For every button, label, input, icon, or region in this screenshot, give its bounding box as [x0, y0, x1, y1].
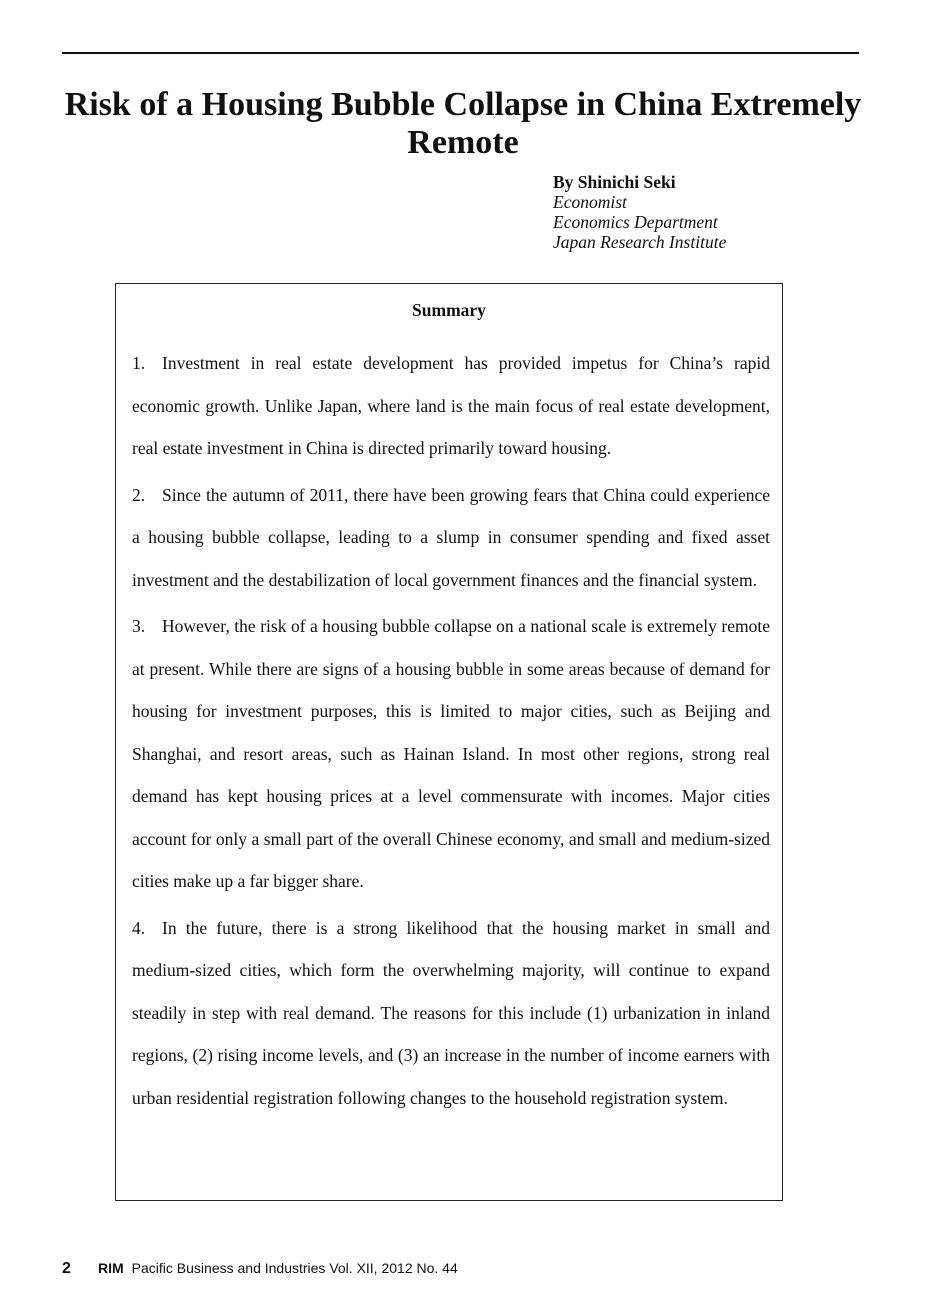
author-position: Economist: [553, 192, 627, 212]
paragraph-text: In the future, there is a strong likelihood that the housing market in small and medium-sized cities, which form the overwhelming majority, will continue to expand steadily in step with real demand. The reasons for this include (1) urbanization in inland regions, (2) rising income levels, and (3) an increase in the number of income earners with urban residential registration following changes to the household registration system.: [132, 917, 770, 1108]
journal-info: Pacific Business and Industries Vol. XII, 2012 No. 44: [131, 1260, 458, 1276]
top-rule: [62, 52, 859, 54]
summary-paragraph: [132, 605, 770, 903]
paragraph-number: 1.: [132, 353, 146, 373]
summary-paragraph: [132, 474, 770, 602]
paragraph-number: 3.: [132, 616, 146, 636]
summary-paragraph: [132, 907, 770, 1120]
paragraph-text: Investment in real estate development has provided impetus for China’s rapid economic growth. Unlike Japan, where land is the main focus of real estate development, real estate investment in China is directed primarily toward housing.: [132, 353, 770, 458]
paragraph-number: 2.: [132, 484, 146, 505]
article-title: Risk of a Housing Bubble Collapse in China Extremely Remote: [64, 86, 862, 161]
author-department: Economics Department: [553, 212, 718, 232]
summary-heading: Summary: [412, 300, 486, 320]
journal-abbreviation: RIM: [98, 1260, 124, 1276]
page-footer: [62, 1259, 458, 1278]
paragraph-number: 4.: [132, 917, 146, 938]
paragraph-text: However, the risk of a housing bubble collapse on a national scale is extremely remote at present. While there are signs of a housing bubble in some areas because of demand for housing for investment purposes, this is limited to major cities, such as Beijing and Shanghai, and resort areas, such as Hainan Island. In most other regions, strong real demand has kept housing prices at a level commensurate with incomes. Major cities account for only a small part of the overall Chinese economy, and small and medium-sized cities make up a far bigger share.: [132, 616, 770, 891]
summary-body: [132, 342, 770, 1123]
author-institute: Japan Research Institute: [553, 232, 727, 252]
author-name: By Shinichi Seki: [553, 172, 676, 192]
byline: [553, 172, 726, 252]
page-number: 2: [62, 1260, 71, 1277]
summary-box: [115, 283, 783, 1201]
paragraph-text: Since the autumn of 2011, there have been growing fears that China could experience a housing bubble collapse, leading to a slump in consumer spending and fixed asset investment and the destabilization of local government finances and the financial system.: [132, 484, 770, 590]
summary-paragraph: [132, 342, 770, 470]
